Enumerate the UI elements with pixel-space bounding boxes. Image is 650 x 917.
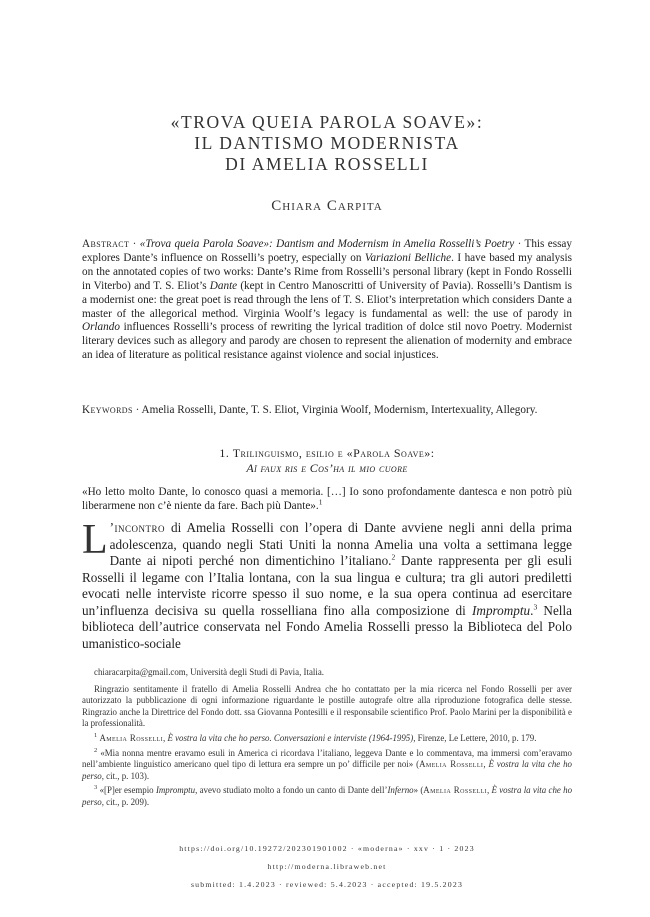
abstract-text-b: . I have based my analysis on the annotated copies of two works: Dante’s Rime from Rosselli’s personal library (kept in Fondo Rosselli in Viterbo) and T. S. Eliot’s	[82, 251, 573, 292]
footnote-2-text: «Mia nonna mentre eravamo esuli in America ci ricordava l’italiano, leggeva Dante e lo commentava, ma immersi com’eravamo nell’ambiente linguistico americano quel tipo di lettura era sempre un po’ difficile per noi» (	[82, 747, 572, 770]
abstract	[82, 238, 572, 363]
footnote-3-text3: » (	[413, 785, 424, 796]
body-text-b: Dante rappresenta per gli esuli Rosselli il legame con l’Italia lontana, con la sua lingua e cultura; tra gli autori prediletti evocati nelle interviste ricorre spesso il suo nome, e la sua opera continua ad esercitare un’influenza decisiva su quella rosselliana fino alla composizione di	[82, 553, 572, 618]
footnote-2: $^2$ «Mia nonna mentre eravamo esuli in America ci ricordava l’italiano, leggeva Dante e lo commentava, ma immersi com’eravamo nell’ambiente linguistico americano quel tipo di lettura era sempre un po’ difficile per noi» (Amelia Rosselli, È vostra la vita che ho perso, cit., p. 103).	[82, 746, 572, 781]
footnote-3: $^3$ «[P]er esempio Impromptu, avevo studiato molto a fondo un canto di Dante dell’Inferno» (Amelia Rosselli, È vostra la vita che ho perso, cit., p. 209).	[82, 784, 573, 807]
body-text-c: .	[530, 602, 534, 618]
keywords-label: Keywords	[82, 404, 133, 416]
body-text-d: Nella biblioteca dell’autrice conservata nel Fondo Amelia Rosselli presso la Biblioteca del Polo umanistico-sociale	[82, 602, 572, 651]
footnote-ref-2[interactable]: 2	[391, 552, 396, 562]
section-heading-line-1: 1. Trilinguismo, esilio e «Parola Soave»:	[219, 446, 435, 460]
footer-doi[interactable]: https://doi.org/10.19272/202301901002 · «moderna» · xxv · 1 · 2023	[179, 844, 475, 853]
abstract-label: Abstract	[82, 238, 130, 250]
footnote-2-title: È vostra la vita che ho perso	[82, 759, 572, 781]
footer-dates: submitted: 1.4.2023 · reviewed: 5.4.2023 · accepted: 19.5.2023	[190, 880, 464, 889]
abstract-separator-2: ·	[514, 238, 525, 250]
section-heading	[82, 446, 572, 475]
abstract-text-d: influences Rosselli’s process of rewriting the lyrical tradition of dolce stil novo Poetry. Modernist literary devices such as allegory and parody are chosen to represent the alienation of modernity and embrace an idea of literature as political resistance against violence and social injustices.	[82, 321, 572, 362]
footnote-1: $^1$ Amelia Rosselli, È vostra la vita che ho perso. Conversazioni e interviste (1964-1995), Firenze, Le Lettere, 2010, p. 179.	[94, 732, 537, 743]
abstract-title: «Trova queia Parola Soave»: Dantism and Modernism in Amelia Rosselli’s Poetry	[139, 238, 515, 250]
article-title	[82, 112, 572, 175]
footnote-3-title: È vostra la vita che ho perso	[82, 785, 573, 807]
footnote-3-author: Amelia Rosselli	[423, 785, 487, 796]
abstract-text-c: (kept in Centro Manoscritti of University of Pavia). Rosselli’s Dantism is a modernist one: the great poet is read through the lens of T. S. Eliot’s interpretation which considers Dante a master of the allegorical method. Virginia Woolf’s legacy is fundamental as well: the use of parody in	[82, 279, 572, 320]
keywords	[82, 404, 572, 418]
abstract-italic-a: Variazioni Belliche	[364, 251, 452, 264]
footnote-1-title: È vostra la vita che ho perso. Conversazioni e interviste (1964-1995)	[167, 732, 414, 743]
author-affiliation	[82, 667, 572, 679]
abstract-separator: ·	[129, 238, 140, 250]
title-line-2: IL DANTISMO MODERNISTA	[194, 133, 460, 153]
epigraph	[82, 485, 572, 513]
abstract-text-a: This essay explores Dante’s influence on Rosselli’s poetry, especially on	[82, 238, 572, 264]
title-line-3: DI AMELIA ROSSELLI	[225, 154, 429, 174]
footnote-1-author: Amelia Rosselli	[99, 732, 164, 743]
body-text-a: di Amelia Rosselli con l’opera di Dante avviene negli anni della prima adolescenza, quando negli Stati Uniti la nonna Amelia una volta a settimana legge Dante ai nipoti perché non dimentichino l’italiano.	[109, 520, 572, 568]
footnote-number-3: 3	[94, 784, 98, 792]
footnote-1-rest: , Firenze, Le Lettere, 2010, p. 179.	[413, 732, 537, 743]
author-name: Chiara Carpita	[271, 198, 383, 214]
footnote-2-rest: , cit., p. 103).	[101, 770, 150, 781]
keywords-text: Amelia Rosselli, Dante, T. S. Eliot, Virginia Woolf, Modernism, Intertexuality, Allegory.	[141, 404, 538, 416]
section-heading-line-2: Aï faux ris e Cos’ha il mio cuore	[246, 460, 408, 475]
footnote-3-italic2: Inferno	[387, 785, 414, 796]
abstract-italic-c: Orlando	[82, 321, 120, 334]
acknowledgements: Ringrazio sentitamente il fratello di Amelia Rosselli Andrea che ho contattato per la mia ricerca nel Fondo Rosselli per aver autorizzato la pubblicazione di ogni informazione riguardante le postille autografe oltre alla riproduzione fotografica delle stesse. Ringrazio anche la Direttrice del Fondo dott. ssa Giovanna Pontesilli e il responsabile scientifico Prof. Paolo Marini per la disponibilità e la professionalità.	[82, 683, 572, 729]
footnote-ref-1[interactable]: 1	[318, 497, 323, 507]
author-email[interactable]: chiaracarpita@gmail.com, Università degli Studi di Pavia, Italia.	[94, 667, 324, 677]
footnote-3-text: «[P]er esempio	[99, 785, 156, 796]
footer-url[interactable]: http://moderna.libraweb.net	[267, 862, 387, 871]
drop-cap: L	[82, 517, 108, 563]
keywords-separator: ·	[132, 404, 142, 416]
body-italic: Impromptu	[472, 602, 531, 618]
abstract-italic-b: Dante	[209, 279, 238, 292]
page-footer	[82, 840, 572, 894]
footnotes	[82, 667, 572, 812]
footnote-number-1: 1	[94, 732, 98, 739]
footnote-number-2: 2	[94, 746, 98, 754]
footnote-2-author: Amelia Rosselli	[419, 759, 484, 770]
footnote-3-text2: , avevo studiato molto a fondo un canto di Dante dell’	[195, 785, 388, 796]
body-lead: ’incontro	[109, 520, 166, 535]
title-line-1: «TROVA QUEIA PAROLA SOAVE»:	[170, 112, 484, 132]
epigraph-text: «Ho letto molto Dante, lo conosco quasi a memoria. […] Io sono profondamente dantesca e non potrò più liberarmene non c’è niente da fare. Bach più Dante».	[82, 486, 572, 512]
footnote-ref-3[interactable]: 3	[533, 602, 538, 612]
footnote-3-italic: Impromptu	[155, 785, 196, 796]
body-paragraph	[82, 517, 572, 652]
footnote-3-rest: , cit., p. 209).	[101, 796, 150, 807]
